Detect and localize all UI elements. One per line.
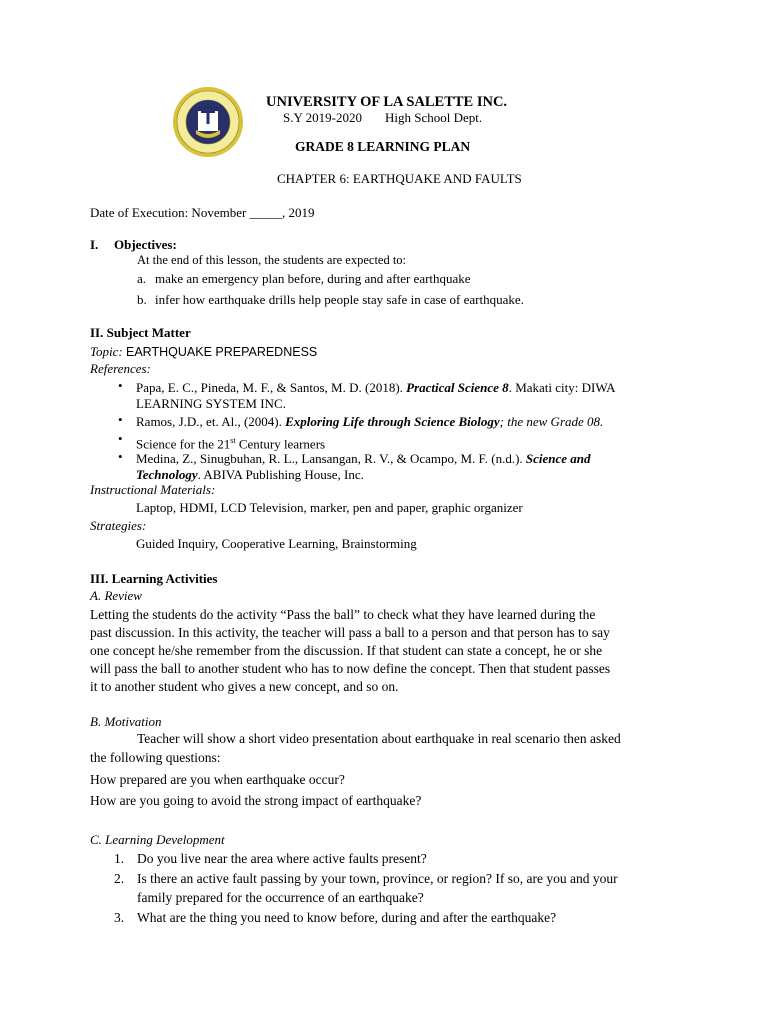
reference-2-title: Exploring Life through Science Biology (285, 414, 500, 429)
objective-marker-b: b. (137, 292, 147, 307)
reference-2 (136, 412, 603, 431)
reference-4-title-end: Technology (136, 467, 198, 482)
subject-matter-heading: II. Subject Matter (90, 325, 191, 340)
bullet-icon: • (118, 431, 123, 446)
development-marker-1: 1. (114, 851, 125, 866)
school-year: S.Y 2019-2020 (283, 110, 362, 125)
reference-4-title: Science and (525, 451, 591, 466)
reference-2-note: ; the new Grade 08. (499, 414, 604, 429)
topic-value: EARTHQUAKE PREPAREDNESS (126, 345, 318, 359)
review-line: will pass the ball to another student who has to now define the concept. Then that student passes (90, 661, 611, 676)
bullet-icon: • (118, 412, 123, 427)
topic-line (90, 344, 317, 360)
objectives-heading-number: I. (90, 237, 99, 252)
date-of-execution: Date of Execution: November _____, 2019 (90, 205, 315, 220)
references-label: References: (90, 361, 151, 376)
bullet-icon: • (118, 449, 123, 464)
strategies-label: Strategies: (90, 518, 147, 533)
review-line: Letting the students do the activity “Pass the ball” to check what they have learned during the (90, 607, 596, 622)
review-line: it to another student who gives a new concept, and so on. (90, 679, 399, 694)
development-item-3: What are the thing you need to know before, during and after the earthquake? (137, 910, 557, 925)
objective-item-a: make an emergency plan before, during and after earthquake (155, 271, 471, 286)
motivation-question-1: How prepared are you when earthquake occur? (90, 772, 345, 787)
plan-title: GRADE 8 LEARNING PLAN (295, 139, 471, 154)
reference-2-authors: Ramos, J.D., et. Al., (2004). (136, 414, 286, 429)
materials-value: Laptop, HDMI, LCD Television, marker, pen and paper, graphic organizer (136, 500, 523, 515)
bullet-icon: • (118, 378, 123, 393)
motivation-line-1: Teacher will show a short video presentation about earthquake in real scenario then asked (137, 731, 621, 746)
motivation-label: B. Motivation (90, 714, 162, 729)
objectives-intro: At the end of this lesson, the students are expected to: (137, 253, 407, 267)
review-label: A. Review (90, 588, 142, 603)
objectives-heading: Objectives: (114, 237, 177, 252)
development-marker-2: 2. (114, 871, 125, 886)
reference-3-text: Science for the 21 (136, 436, 231, 452)
reference-4-authors: Medina, Z., Sinugbuhan, R. L., Lansangan, R. V., & Ocampo, M. F. (n.d.). (136, 451, 526, 466)
topic-label: Topic: (90, 344, 123, 359)
development-marker-3: 3. (114, 910, 125, 925)
review-paragraph (90, 606, 690, 696)
university-name: UNIVERSITY OF LA SALETTE INC. (266, 94, 508, 110)
strategies-value: Guided Inquiry, Cooperative Learning, Brainstorming (136, 536, 417, 551)
objective-item-b: infer how earthquake drills help people stay safe in case of earthquake. (155, 292, 524, 307)
development-label: C. Learning Development (90, 832, 225, 847)
department: High School Dept. (385, 110, 483, 125)
chapter-title: CHAPTER 6: EARTHQUAKE AND FAULTS (277, 171, 522, 186)
reference-1-publisher: . Makati city: DIWA (508, 380, 616, 395)
reference-1-authors: Papa, E. C., Pineda, M. F., & Santos, M. D. (2018). (136, 380, 407, 395)
university-seal-logo (172, 86, 244, 158)
materials-label: Instructional Materials: (90, 482, 216, 497)
reference-1-title: Practical Science 8 (406, 380, 509, 395)
development-item-1: Do you live near the area where active faults present? (137, 851, 427, 866)
objective-marker-a: a. (137, 271, 147, 286)
motivation-line-2: the following questions: (90, 750, 221, 765)
reference-1-continued: LEARNING SYSTEM INC. (136, 396, 286, 411)
development-item-2-continued: family prepared for the occurrence of an earthquake? (137, 890, 424, 905)
motivation-question-2: How are you going to avoid the strong impact of earthquake? (90, 793, 422, 808)
review-line: past discussion. In this activity, the teacher will pass a ball to a person and that person has to say (90, 625, 610, 640)
reference-3-superscript: st (230, 436, 236, 445)
reference-3-text-end: Century learners (235, 436, 326, 452)
reference-4-publisher: . ABIVA Publishing House, Inc. (197, 467, 364, 482)
development-item-2: Is there an active fault passing by your town, province, or region? If so, are you and your (137, 871, 618, 886)
review-line: one concept he/she remember from the discussion. If that student can state a concept, he or she (90, 643, 603, 658)
learning-activities-heading: III. Learning Activities (90, 571, 218, 586)
